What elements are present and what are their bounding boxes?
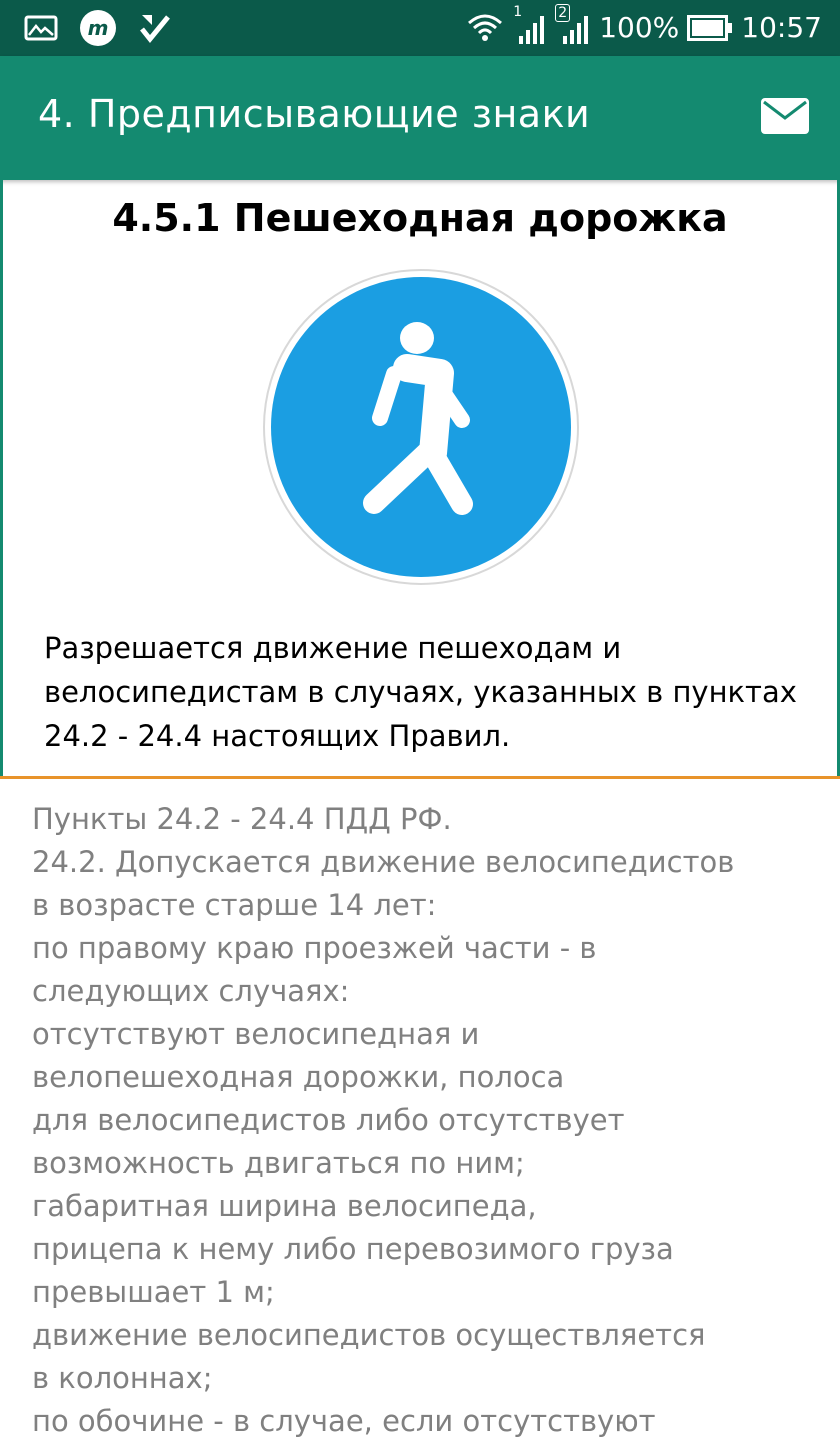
mail-icon [760, 96, 810, 136]
status-system [467, 4, 822, 48]
sim1-label: 1 [513, 4, 523, 20]
section-divider [0, 776, 840, 779]
rules-line: по правому краю проезжей части - в [32, 931, 597, 965]
rules-text [32, 798, 822, 1443]
sign-title: 4.5.1 Пешеходная дорожка [112, 196, 728, 240]
status-notifications [24, 8, 172, 48]
signal-sim1-icon [511, 4, 547, 46]
rules-line: Пункты 24.2 - 24.4 ПДД РФ. [32, 802, 452, 836]
content-frame-left [0, 180, 3, 776]
status-bar [0, 0, 840, 56]
rules-line: прицепа к нему либо перевозимого груза [32, 1232, 674, 1266]
rules-line: по обочине - в случае, если отсутствуют [32, 1404, 656, 1438]
page-title: 4. Предписывающие знаки [38, 92, 591, 136]
battery-icon [687, 15, 733, 41]
clock: 10:57 [741, 11, 822, 44]
wifi-icon [467, 12, 503, 44]
rules-line: следующих случаях: [32, 974, 350, 1008]
rules-line: превышает 1 м; [32, 1275, 275, 1309]
mail-button[interactable] [760, 96, 810, 136]
rules-line: в возрасте старше 14 лет: [32, 888, 437, 922]
svg-text:m: m [87, 16, 109, 40]
image-icon [24, 15, 58, 41]
sign-description: Разрешается движение пешеходам и велосипедистам в случаях, указанных в пунктах 24.2 - 24.4 настоящих Правил. [44, 631, 797, 753]
sim2-label: 2 [555, 4, 570, 22]
rules-line: для велосипедистов либо отсутствует [32, 1103, 625, 1137]
pedestrian-sign-icon [262, 268, 580, 586]
signal-sim2-icon [555, 5, 591, 46]
battery-percent: 100% [599, 11, 680, 44]
rules-line: велопешеходная дорожки, полоса [32, 1060, 565, 1094]
rules-line: возможность двигаться по ним; [32, 1146, 525, 1180]
app-bar [0, 56, 840, 180]
check-app-icon [138, 11, 172, 45]
rules-line: в колоннах; [32, 1361, 213, 1395]
rules-line: габаритная ширина велосипеда, [32, 1189, 537, 1223]
rules-line: 24.2. Допускается движение велосипедистов [32, 845, 735, 879]
rules-line: отсутствуют велосипедная и [32, 1017, 480, 1051]
rules-line: движение велосипедистов осуществляется [32, 1318, 706, 1352]
m-app-icon [78, 8, 118, 48]
